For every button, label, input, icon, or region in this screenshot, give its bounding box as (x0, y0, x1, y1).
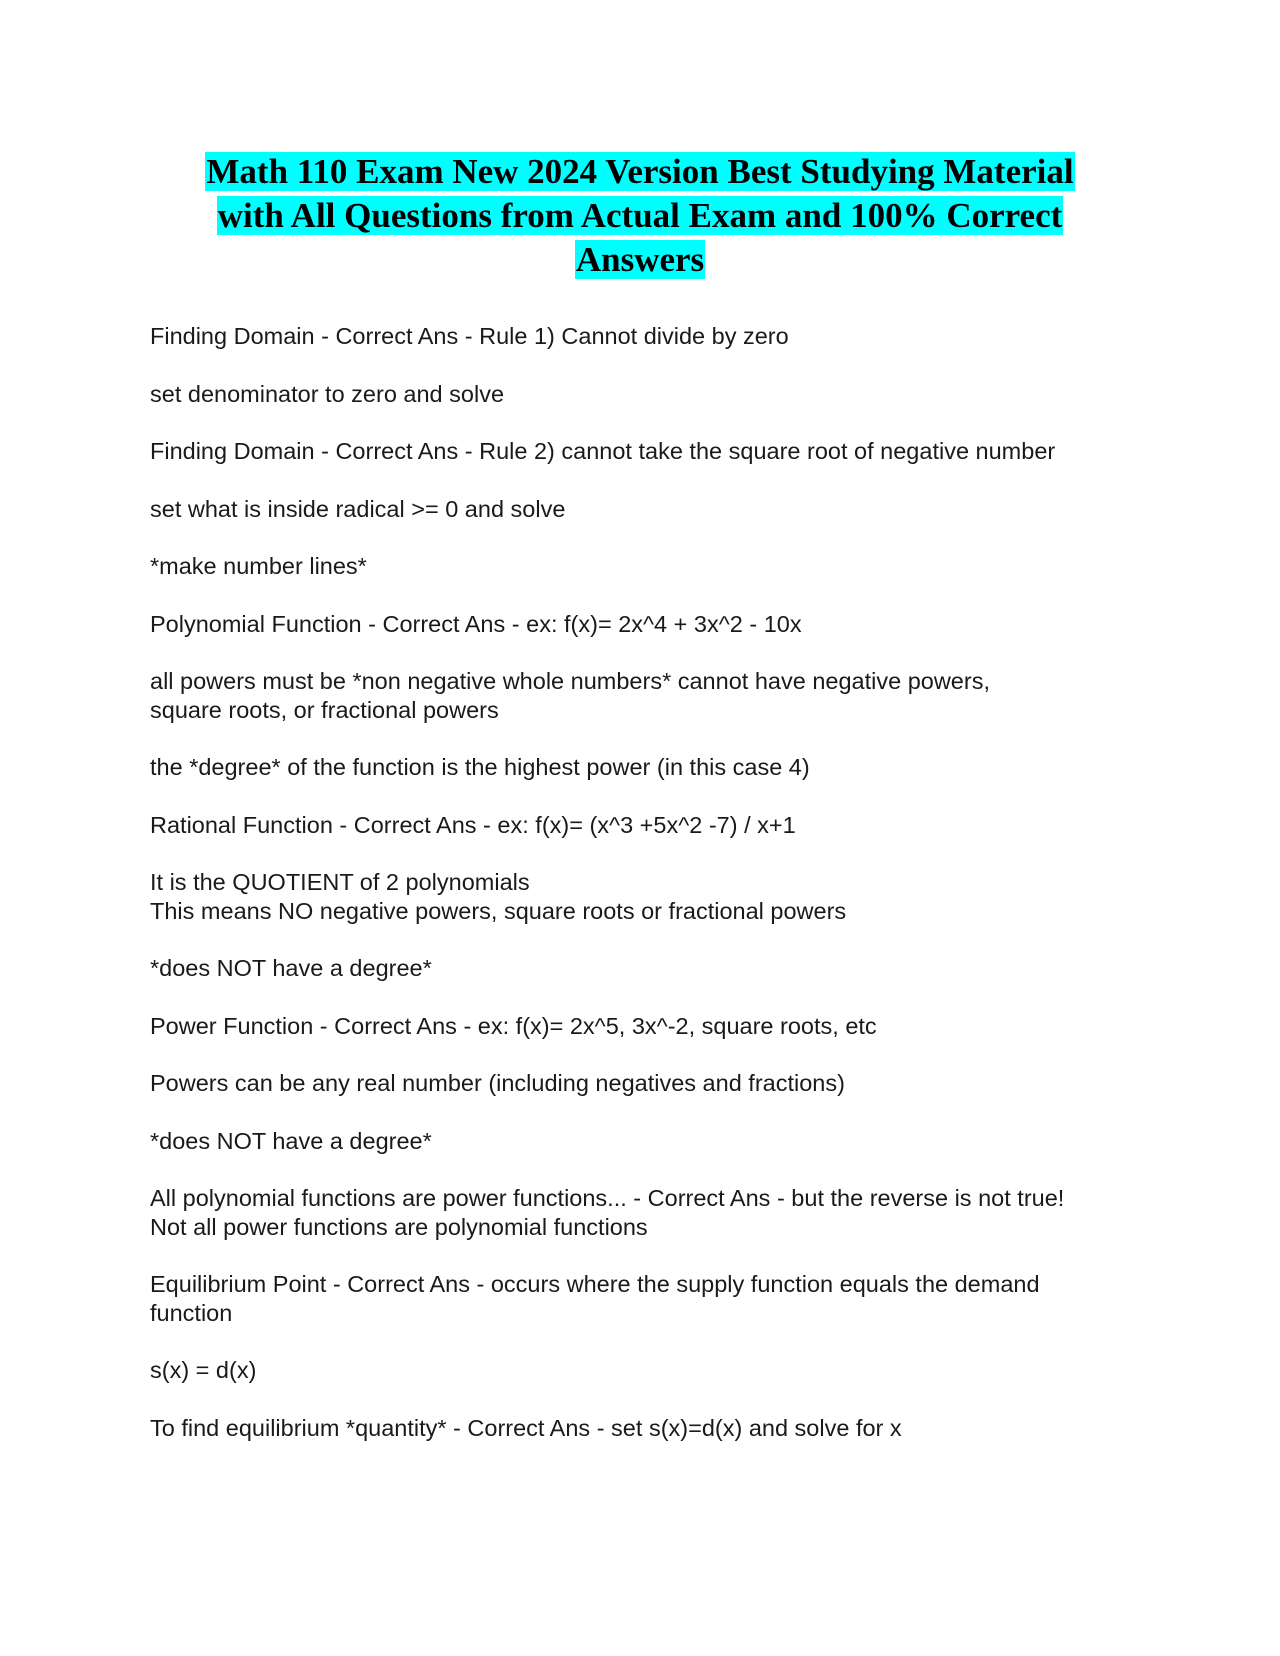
title-line-3: Answers (575, 240, 705, 279)
document-body (150, 322, 1150, 1471)
paragraph-16 (150, 1270, 1150, 1327)
paragraph-12 (150, 1012, 1150, 1041)
title-line-2: with All Questions from Actual Exam and 100% Correct (217, 196, 1063, 235)
paragraph-9 (150, 811, 1150, 840)
paragraph-line: Power Function - Correct Ans - ex: f(x)= 2x^5, 3x^-2, square roots, etc (150, 1012, 877, 1039)
paragraph-line: Finding Domain - Correct Ans - Rule 2) cannot take the square root of negative number (150, 438, 1056, 464)
paragraph-1 (150, 322, 1150, 351)
paragraph-line: Polynomial Function - Correct Ans - ex: f(x)= 2x^4 + 3x^2 - 10x (150, 610, 802, 637)
paragraph-line: square roots, or fractional powers (150, 696, 499, 723)
paragraph-line: Finding Domain - Correct Ans - Rule 1) Cannot divide by zero (150, 323, 789, 349)
paragraph-11 (150, 954, 1150, 983)
paragraph-line: Equilibrium Point - Correct Ans - occurs where the supply function equals the demand (150, 1271, 1040, 1297)
paragraph-line: Rational Function - Correct Ans - ex: f(x)= (x^3 +5x^2 -7) / x+1 (150, 811, 796, 838)
paragraph-line: *does NOT have a degree* (150, 955, 432, 981)
paragraph-5 (150, 552, 1150, 581)
title-line-1: Math 110 Exam New 2024 Version Best Studying Material (206, 152, 1074, 191)
paragraph-17 (150, 1356, 1150, 1385)
paragraph-line: *does NOT have a degree* (150, 1127, 432, 1154)
paragraph-line: All polynomial functions are power functions... - Correct Ans - but the reverse is not true! (150, 1185, 1065, 1211)
paragraph-6 (150, 610, 1150, 639)
paragraph-8 (150, 753, 1150, 782)
paragraph-line: set what is inside radical >= 0 and solve (150, 495, 566, 522)
paragraph-line: all powers must be *non negative whole numbers* cannot have negative powers, (150, 668, 990, 694)
paragraph-13 (150, 1069, 1150, 1098)
paragraph-line: *make number lines* (150, 553, 367, 579)
paragraph-line: Powers can be any real number (including negatives and fractions) (150, 1070, 845, 1096)
paragraph-18 (150, 1414, 1150, 1443)
paragraph-line: s(x) = d(x) (150, 1357, 257, 1383)
paragraph-15 (150, 1184, 1150, 1241)
paragraph-4 (150, 495, 1150, 524)
paragraph-line: It is the QUOTIENT of 2 polynomials (150, 869, 530, 895)
paragraph-line: the *degree* of the function is the highest power (in this case 4) (150, 754, 810, 780)
document-title (150, 150, 1130, 282)
paragraph-3 (150, 437, 1150, 466)
paragraph-line: To find equilibrium *quantity* - Correct Ans - set s(x)=d(x) and solve for x (150, 1414, 902, 1441)
paragraph-line: set denominator to zero and solve (150, 380, 505, 407)
paragraph-line: Not all power functions are polynomial functions (150, 1213, 648, 1240)
paragraph-7 (150, 667, 1150, 724)
paragraph-2 (150, 380, 1150, 409)
paragraph-line: This means NO negative powers, square roots or fractional powers (150, 897, 847, 924)
paragraph-10 (150, 868, 1150, 925)
paragraph-14 (150, 1127, 1150, 1156)
paragraph-line: function (150, 1299, 233, 1326)
